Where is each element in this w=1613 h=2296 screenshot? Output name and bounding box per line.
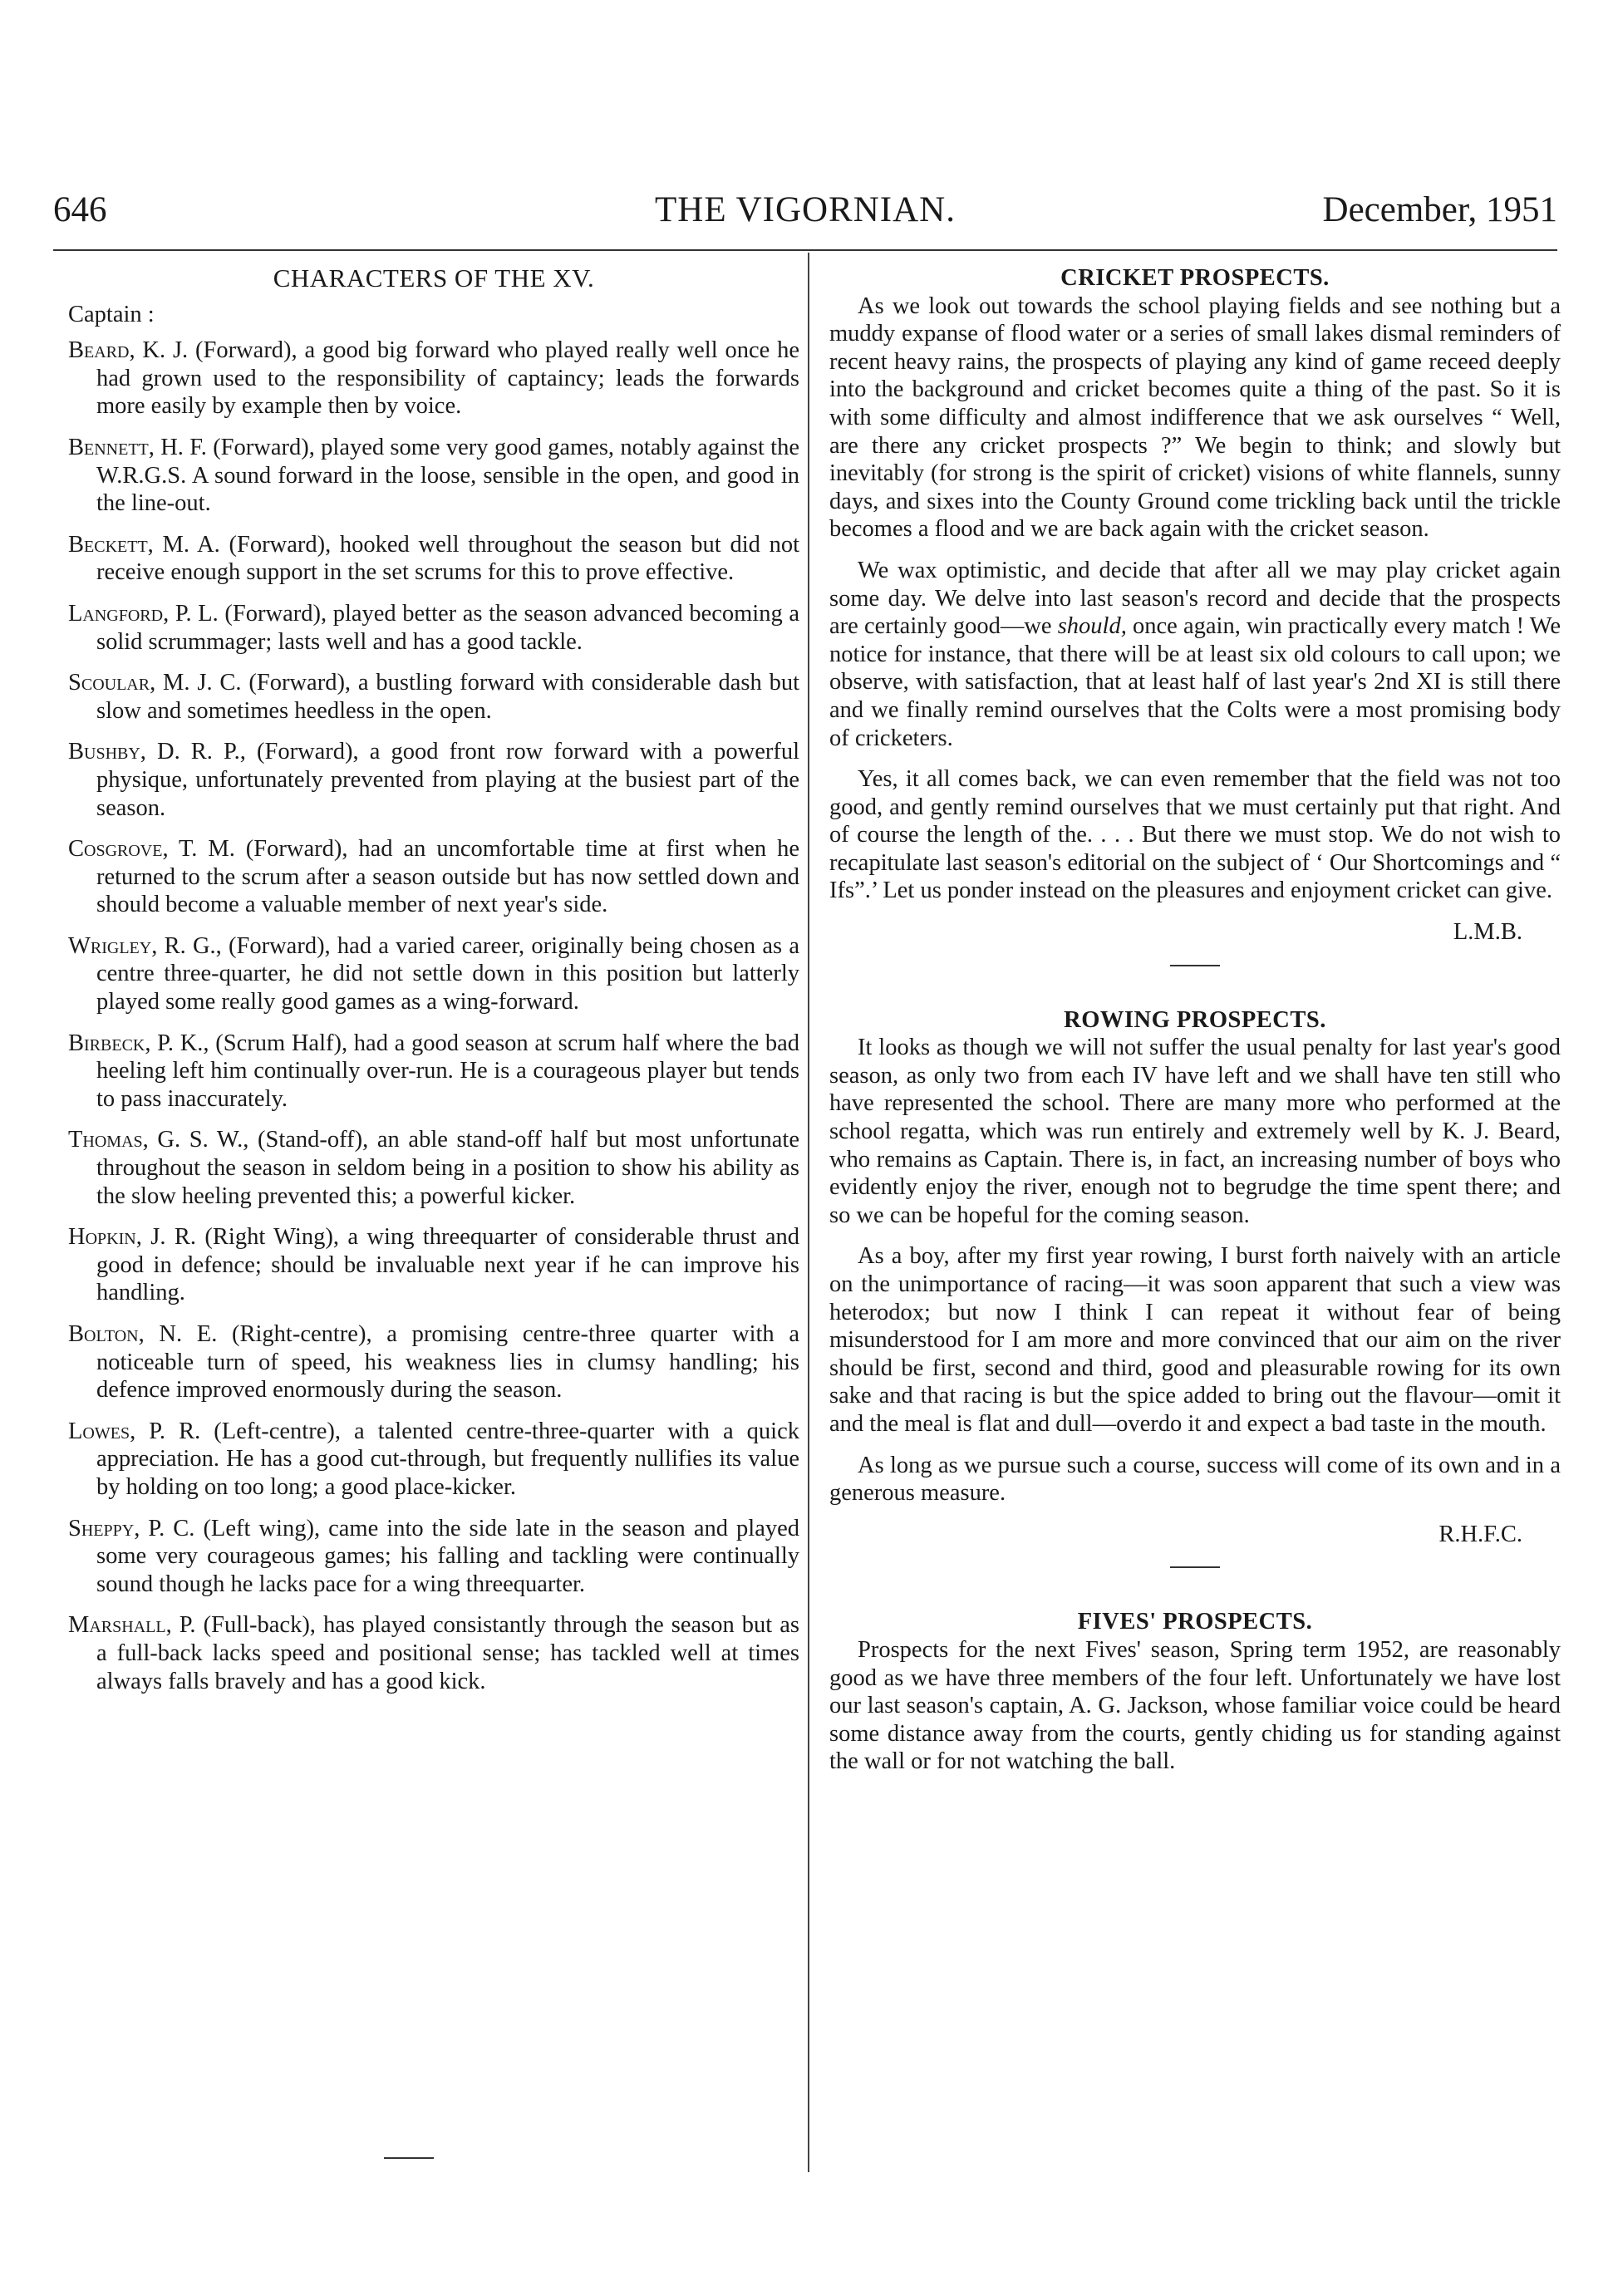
rowing-paragraph: As long as we pursue such a course, success will come of its own and in a generous measure. xyxy=(829,1452,1561,1507)
cricket-paragraph: We wax optimistic, and decide that after all we may play cricket again some day. We delve into last season's record and decide that the prospects are certainly good—we should, once again, win practically every match ! We notice for instance, that there will be at least six old colours to call upon; we observe, with satisfaction, that at least half of last year's 2nd XI is still there and we finally remind ourselves that the Colts were a most promising body of cricketers. xyxy=(829,557,1561,751)
player-name: Marshall, P. xyxy=(68,1612,196,1639)
player-name: Lowes, P. R. xyxy=(68,1418,201,1444)
captain-label: Captain : xyxy=(68,301,155,327)
rowing-heading: ROWING PROSPECTS. xyxy=(1064,1006,1326,1033)
player-entry xyxy=(68,1320,799,1404)
player-description: (Right Wing), a wing threequarter of considerable thrust and good in defence; should be invaluable next year if he can improve his handling. xyxy=(96,1224,800,1306)
player-description: (Forward), hooked well throughout the season but did not receive enough support in the set scrums for this to prove effective. xyxy=(96,531,799,586)
issue-date: December, 1951 xyxy=(1322,190,1557,229)
player-entry xyxy=(68,932,799,1016)
fives-paragraph: Prospects for the next Fives' season, Spring term 1952, are reasonably good as we have three members of the four left. Unfortunately we have lost our last season's captain, A. G. Jackson, whose familiar voice could be heard some distance away from the courts, gently chiding us for standing against the wall or for not watching the ball. xyxy=(829,1636,1561,1775)
rowing-signature: R.H.F.C. xyxy=(1438,1521,1522,1547)
player-entry xyxy=(68,1611,799,1695)
fives-heading: FIVES' PROSPECTS. xyxy=(1077,1609,1313,1635)
player-entry xyxy=(68,669,799,725)
cricket-paragraph: Yes, it all comes back, we can even remember that the field was not too good, and gently remind ourselves that we must certainly put that right. And of course the length of the. . . . But there we must stop. We do not wish to recapitulate last season's editorial on the subject of ‘ Our Shortcomings and “ Ifs”.’ Let us ponder instead on the pleasures and enjoyment cricket can give. xyxy=(829,766,1561,904)
player-entry xyxy=(68,600,799,656)
rowing-paragraph: It looks as though we will not suffer the usual penalty for last year's good season, as only two from each IV have left and we shall have ten still who have represented the school. There are many more who performed at the school regatta, which was run entirely and extremely well by K. J. Beard, who remains as Captain. There is, in fact, an increasing number of boys who evidently enjoy the river, enough not to begrudge the time spent there; and so we can be hopeful for the coming season. xyxy=(829,1035,1561,1228)
player-entry xyxy=(68,835,799,919)
player-description: (Left wing), came into the side late in the season and played some very courageous games; his falling and tackling were continually sound though he lacks pace for a wing threequarter. xyxy=(96,1515,799,1597)
column-divider xyxy=(808,253,809,2172)
right-column xyxy=(829,264,1561,1789)
player-entry xyxy=(68,434,799,518)
section-separator xyxy=(1170,965,1220,966)
player-entry xyxy=(68,1515,799,1599)
cricket-paragraph: As we look out towards the school playing fields and see nothing but a muddy expanse of flood water or a series of small lakes dismal reminders of recent heavy rains, the prospects of playing any kind of game receed deeply into the background and cricket becomes quite a thing of the past. So it is with some difficulty and almost indifference that we ask ourselves “ Well, are there any cricket prospects ?” We begin to think; and slowly but inevitably (for strong is the spirit of cricket) visions of white flannels, sunny days, and sixes into the County Ground come trickling back until the trickle becomes a flood and we are back again with the cricket season. xyxy=(829,293,1561,543)
player-description: (Forward), had an uncomfortable time at first when he returned to the scrum after a season outside but has now settled down and should become a valuable member of next year's side. xyxy=(96,836,799,918)
section-separator xyxy=(384,2157,434,2159)
player-name: Scoular, M. J. C. xyxy=(68,670,242,696)
player-description: (Forward), had a varied career, originally being chosen as a centre three-quarter, he did not settle down in this position but latterly played some really good games as a wing-forward. xyxy=(96,932,800,1015)
emphasis: should, xyxy=(1057,613,1127,640)
header-rule xyxy=(53,249,1557,251)
player-description: (Forward), played some very good games, notably against the W.R.G.S. A sound forward in the loose, sensible in the open, and good in the line-out. xyxy=(96,434,799,517)
page-number: 646 xyxy=(53,190,107,229)
player-name: Sheppy, P. C. xyxy=(68,1515,195,1541)
player-description: (Stand-off), an able stand-off half but most unfortunate throughout the season in seldom being in a position to show his ability as the slow heeling prevented this; a powerful kicker. xyxy=(96,1127,799,1209)
rowing-paragraph: As a boy, after my first year rowing, I burst forth naively with an article on the unimportance of racing—it was soon apparent that such a view was heterodox; but now I think I can repeat it without fear of being misunderstood for I am more and more convinced that our aim on the river should be first, second and third, good and pleasurable rowing for its own sake and that racing is but the spice added to bring out the flavour—omit it and the meal is flat and dull—overdo it and expect a bad taste in the mouth. xyxy=(829,1243,1561,1437)
player-description: (Right-centre), a promising centre-three quarter with a noticeable turn of speed, his weakness lies in clumsy handling; his defence improved enormously during the season. xyxy=(96,1321,799,1404)
running-header xyxy=(53,189,1557,239)
player-name: Hopkin, J. R. xyxy=(68,1224,197,1251)
player-name: Bennett, H. F. xyxy=(68,434,207,460)
player-description: (Scrum Half), had a good season at scrum half where the bad heeling left him continually over-run. He is a courageous player but tends to pass inaccurately. xyxy=(96,1030,799,1112)
player-name: Cosgrove, T. M. xyxy=(68,836,235,863)
player-name: Bolton, N. E. xyxy=(68,1321,218,1347)
left-column xyxy=(68,264,799,1708)
player-entry xyxy=(68,1418,799,1502)
player-description: (Forward), played better as the season advanced becoming a solid scrummager; lasts well and has a good tackle. xyxy=(96,600,799,655)
player-name: Wrigley, R. G., xyxy=(68,932,222,959)
characters-heading: CHARACTERS OF THE XV. xyxy=(273,263,595,293)
player-name: Beckett, M. A. xyxy=(68,531,220,558)
journal-title: THE VIGORNIAN. xyxy=(655,190,956,229)
section-separator xyxy=(1170,1566,1220,1568)
player-name: Langford, P. L. xyxy=(68,600,219,627)
player-description: (Forward), a good front row forward with a powerful physique, unfortunately prevented from playing at the busiest part of the season. xyxy=(96,739,799,821)
player-name: Birbeck, P. K., xyxy=(68,1030,209,1056)
player-name: Beard, K. J. xyxy=(68,337,189,364)
player-entry xyxy=(68,1126,799,1210)
player-description: (Full-back), has played consistantly through the season but as a full-back lacks speed and positional sense; has tackled well at times always falls bravely and has a good kick. xyxy=(96,1612,799,1694)
player-entry xyxy=(68,337,799,420)
player-entry xyxy=(68,738,799,822)
player-name: Bushby, D. R. P., xyxy=(68,739,246,765)
player-description: (Left-centre), a talented centre-three-quarter with a quick appreciation. He has a good cut-through, but frequently nullifies its value by holding on too long; a good place-kicker. xyxy=(96,1418,799,1500)
player-entry xyxy=(68,1223,799,1307)
cricket-signature: L.M.B. xyxy=(1453,919,1522,946)
player-entry xyxy=(68,531,799,587)
player-description: (Forward), a bustling forward with considerable dash but slow and sometimes heedless in the open. xyxy=(96,670,799,724)
player-entries xyxy=(68,337,799,1695)
cricket-heading: CRICKET PROSPECTS. xyxy=(1060,265,1330,291)
player-description: (Forward), a good big forward who played really well once he had grown used to the responsibility of captaincy; leads the forwards more easily by example then by voice. xyxy=(96,337,799,420)
player-entry xyxy=(68,1030,799,1114)
player-name: Thomas, G. S. W., xyxy=(68,1127,249,1153)
